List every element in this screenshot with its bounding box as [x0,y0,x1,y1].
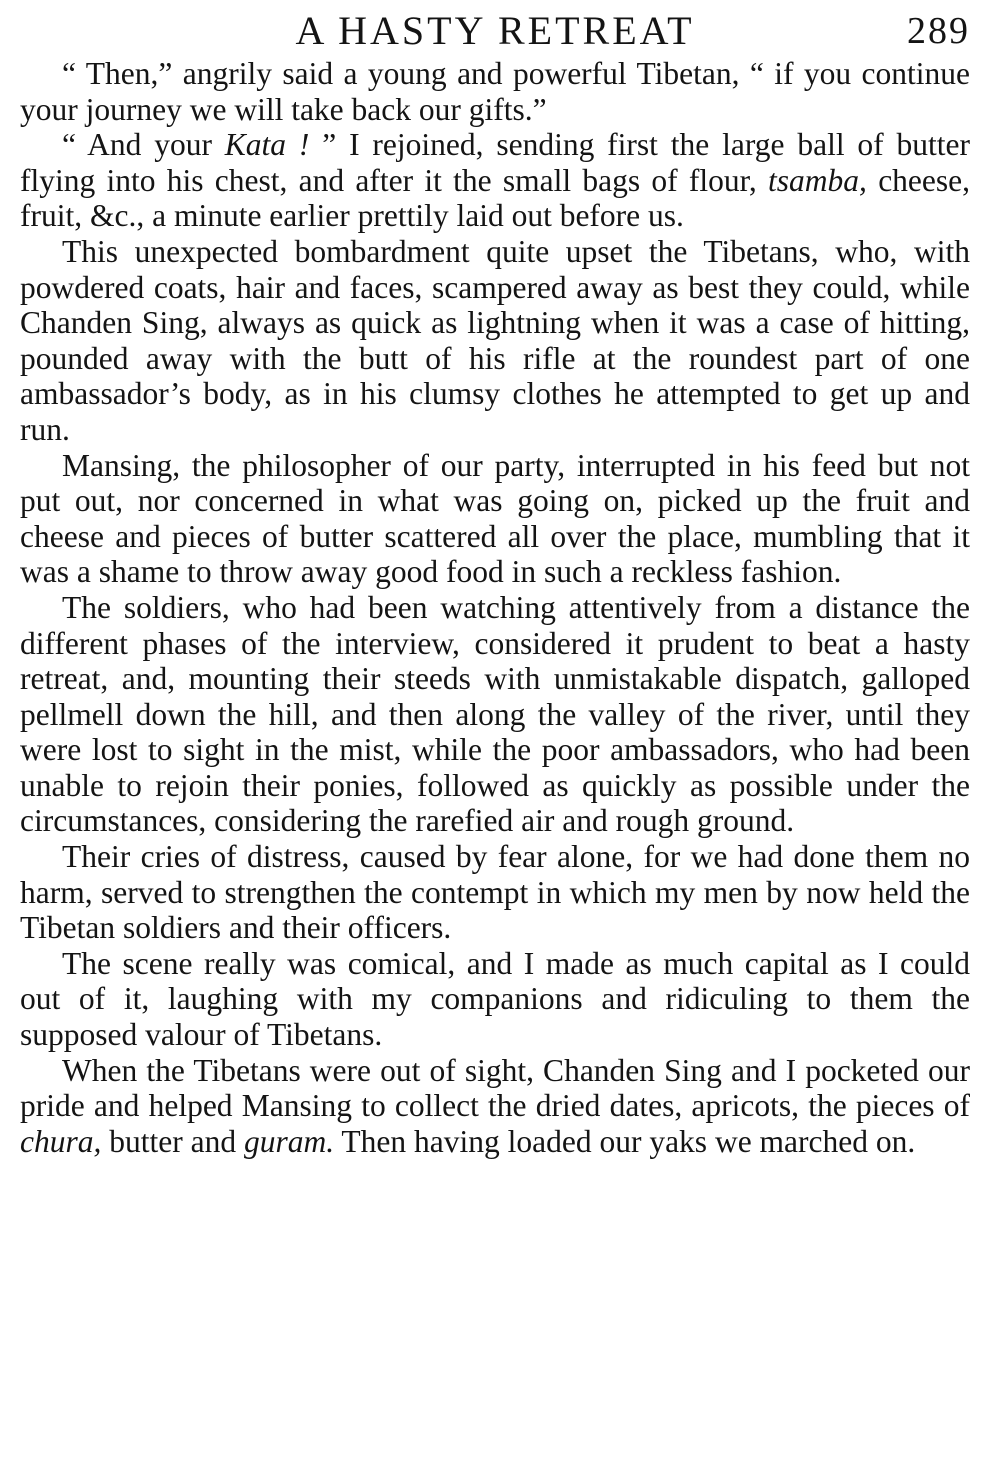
running-head [20,6,970,56]
paragraph [20,56,970,127]
paragraph [20,234,970,448]
text-run: When the Tibetans were out of sight, Chanden Sing and I pocketed our pride and helped Mansing to collect the dried dates, apricots, the pieces of [20,1052,970,1124]
italic-term: tsamba, [768,162,867,198]
paragraph [20,448,970,590]
text-run: ” I rejoined, sending first the large ball of butter flying into his chest, and after it the small bags of flour, [20,127,970,198]
paragraph [20,1053,970,1160]
page-number: 289 [907,10,970,52]
text-run: butter and [101,1123,244,1159]
text-run: This unexpected bombardment quite upset the Tibetans, who, with powdered coats, hair and faces, scampered away as best they could, while Chanden Sing, always as quick as lightning when it was a case of hitting, pounded away with the butt of his rifle at the roundest part of one ambassador’s body, as in his clumsy clothes he attempted to get up and run. [20,233,970,447]
italic-term: Kata ! [224,127,310,163]
text-run: The scene really was comical, and I made as much capital as I could out of it, laughing with my companions and ridiculing to them the supposed valour of Tibetans. [20,945,970,1053]
paragraph [20,590,970,839]
chapter-running-title: A HASTY RETREAT [295,8,695,53]
text-run: “ And your [62,127,225,163]
text-run: “ Then,” angrily said a young and powerful Tibetan, “ if you continue your journey we will take back our gifts.” [20,56,970,127]
paragraph [20,127,970,234]
italic-term: guram. [243,1123,335,1159]
text-run: The soldiers, who had been watching attentively from a distance the different phases of the interview, considered it prudent to beat a hasty retreat, and, mounting their steeds with unmistakable dispatch, galloped pellmell down the hill, and then along the valley of the river, until they were lost to sight in the mist, while the poor ambassadors, who had been unable to rejoin their ponies, followed as quickly as possible under the circumstances, considering the rarefied air and rough ground. [20,589,970,839]
paragraph [20,839,970,946]
text-run: Their cries of distress, caused by fear alone, for we had done them no harm, served to strengthen the contempt in which my men by now held the Tibetan soldiers and their officers. [20,839,970,946]
text-run: cheese, fruit, &c., a minute earlier prettily laid out before us. [20,162,970,234]
italic-term: chura, [20,1123,102,1159]
paragraph [20,946,970,1053]
book-page [20,6,970,1159]
text-run: Mansing, the philosopher of our party, interrupted in his feed but not put out, nor concerned in what was going on, picked up the fruit and cheese and pieces of butter scattered all over the place, mumbling that it was a shame to throw away good food in such a reckless fashion. [20,447,970,590]
body-text [20,56,970,1159]
text-run: Then having loaded our yaks we marched on. [334,1123,916,1159]
